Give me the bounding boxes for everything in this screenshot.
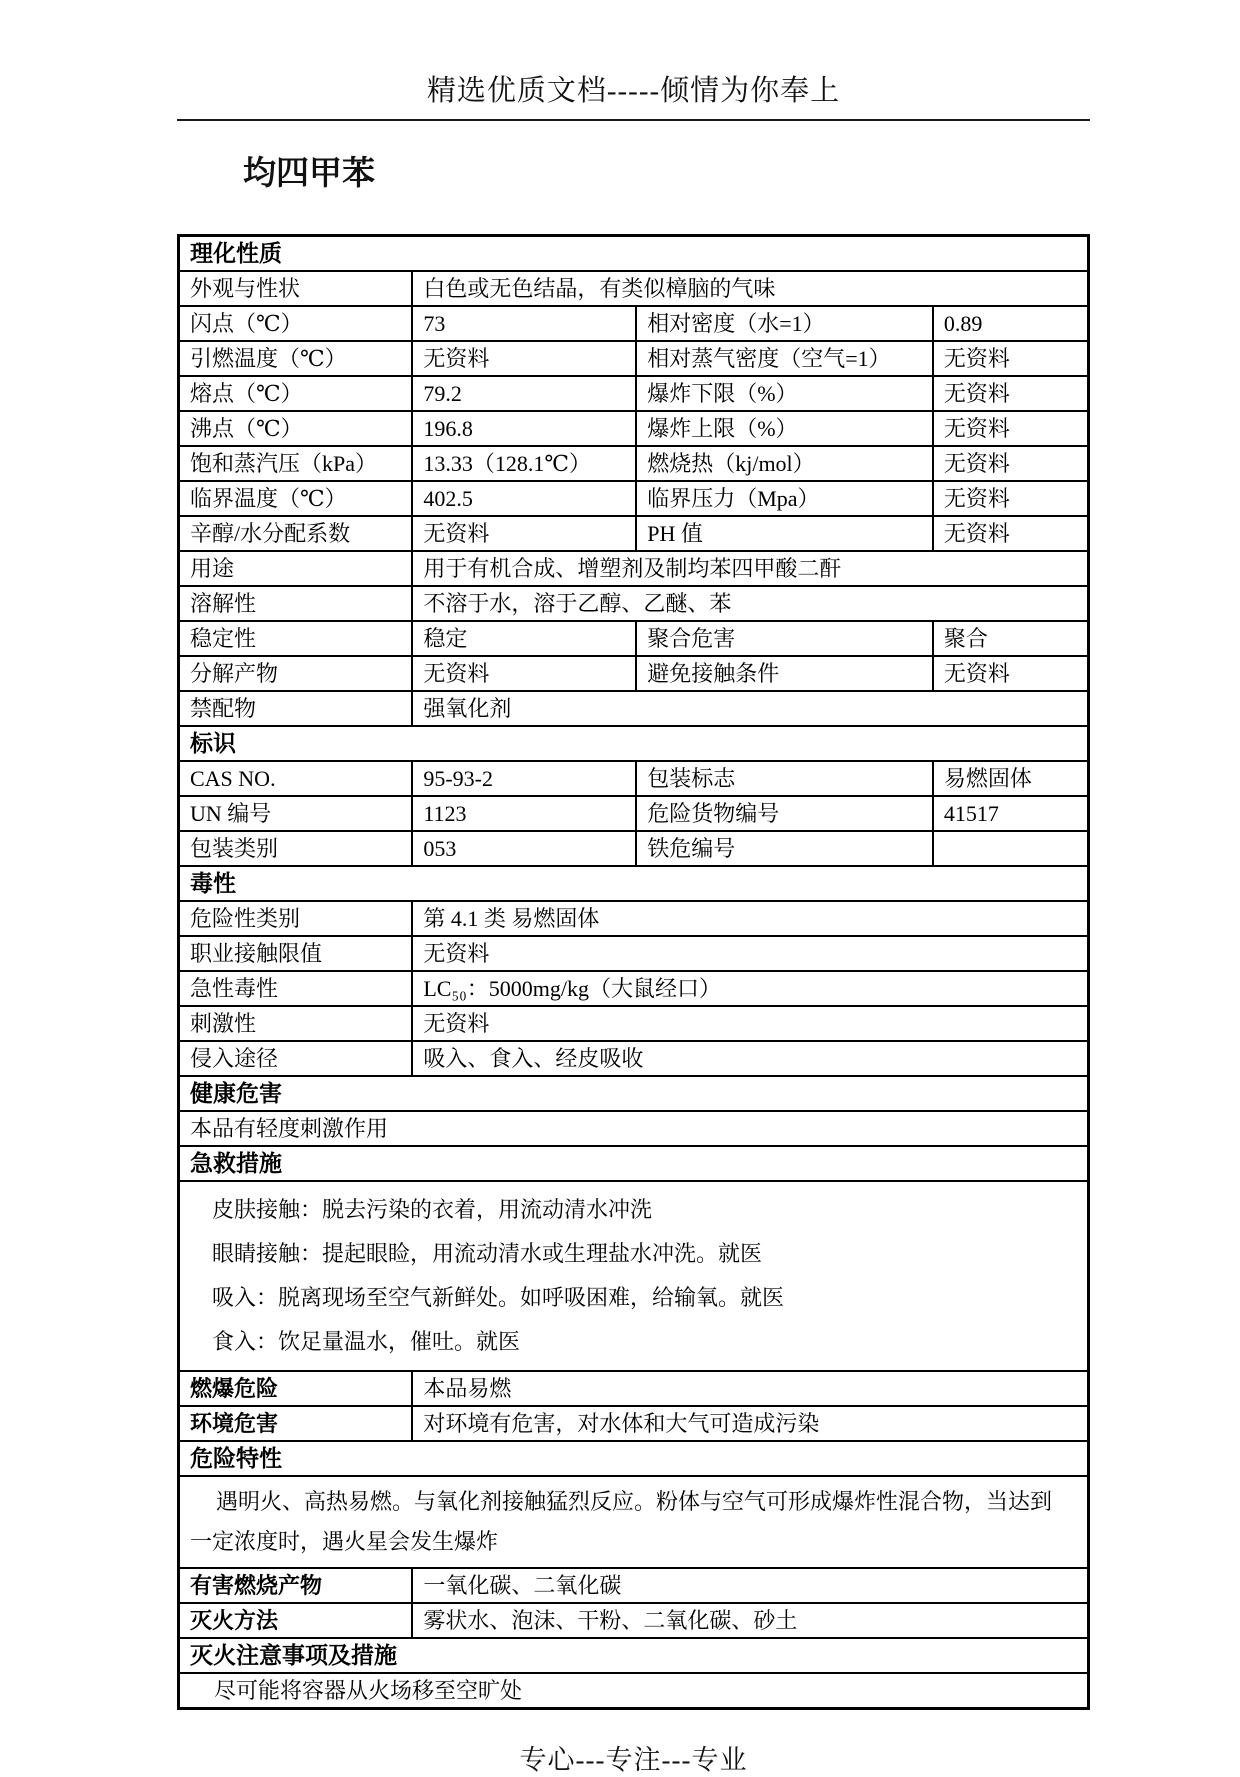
table-row bbox=[179, 1568, 1089, 1603]
row-value-cell: 无资料 bbox=[933, 516, 1089, 551]
document-content bbox=[177, 0, 1090, 1777]
msds-table bbox=[177, 234, 1090, 1710]
row-value-cell: 13.33（128.1℃） bbox=[412, 446, 636, 481]
row-value-cell: 用于有机合成、增塑剂及制均苯四甲酸二酐 bbox=[412, 551, 1088, 586]
row-value-cell: 41517 bbox=[933, 796, 1089, 831]
table-row bbox=[179, 306, 1089, 341]
row-value-cell: 雾状水、泡沫、干粉、二氧化碳、砂土 bbox=[412, 1603, 1088, 1638]
section-header: 毒性 bbox=[179, 866, 1089, 901]
doc-header bbox=[177, 0, 1090, 121]
row-label-cell: 溶解性 bbox=[179, 586, 413, 621]
row-value-cell: 053 bbox=[412, 831, 636, 866]
table-row bbox=[179, 1441, 1089, 1476]
page-title: 均四甲苯 bbox=[243, 154, 375, 191]
row-value-cell: 不溶于水，溶于乙醇、乙醚、苯 bbox=[412, 586, 1088, 621]
row-multiline-cell bbox=[179, 1181, 1089, 1371]
row-fullwidth-cell: 本品有轻度刺激作用 bbox=[179, 1111, 1089, 1146]
row-value-cell: 易燃固体 bbox=[933, 761, 1089, 796]
row-value-cell: 吸入、食入、经皮吸收 bbox=[412, 1041, 1088, 1076]
row-label-cell: 分解产物 bbox=[179, 656, 413, 691]
row-label-cell: 相对密度（水=1） bbox=[636, 306, 933, 341]
table-row bbox=[179, 761, 1089, 796]
row-label-cell: 辛醇/水分配系数 bbox=[179, 516, 413, 551]
row-value-cell: 79.2 bbox=[412, 376, 636, 411]
table-row bbox=[179, 1006, 1089, 1041]
row-value-cell: 一氧化碳、二氧化碳 bbox=[412, 1568, 1088, 1603]
table-row bbox=[179, 866, 1089, 901]
table-row bbox=[179, 586, 1089, 621]
table-row bbox=[179, 1638, 1089, 1673]
row-value-cell: 无资料 bbox=[933, 376, 1089, 411]
section-header: 急救措施 bbox=[179, 1146, 1089, 1181]
row-label-cell: 临界压力（Mpa） bbox=[636, 481, 933, 516]
row-value-cell: LC₅₀：5000mg/kg（大鼠经口） bbox=[412, 971, 1088, 1006]
table-row bbox=[179, 1076, 1089, 1111]
row-value-cell: 无资料 bbox=[412, 516, 636, 551]
row-label-cell: 刺激性 bbox=[179, 1006, 413, 1041]
row-value-cell: 强氧化剂 bbox=[412, 691, 1088, 726]
table-row bbox=[179, 446, 1089, 481]
row-value-cell: 无资料 bbox=[933, 411, 1089, 446]
row-value-cell: 白色或无色结晶，有类似樟脑的气味 bbox=[412, 271, 1088, 306]
table-row bbox=[179, 831, 1089, 866]
row-label-cell: 有害燃烧产物 bbox=[179, 1568, 413, 1603]
row-label-cell: 燃烧热（kj/mol） bbox=[636, 446, 933, 481]
doc-footer-text: 专心---专注---专业 bbox=[519, 1745, 748, 1775]
table-row bbox=[179, 1371, 1089, 1406]
row-value-cell: 95-93-2 bbox=[412, 761, 636, 796]
row-label-cell: 铁危编号 bbox=[636, 831, 933, 866]
table-row bbox=[179, 1146, 1089, 1181]
row-value-cell: 无资料 bbox=[933, 446, 1089, 481]
row-label-cell: 燃爆危险 bbox=[179, 1371, 413, 1406]
table-row bbox=[179, 621, 1089, 656]
row-label-cell: 临界温度（℃） bbox=[179, 481, 413, 516]
row-value-cell: 402.5 bbox=[412, 481, 636, 516]
row-label-cell: 环境危害 bbox=[179, 1406, 413, 1441]
table-row bbox=[179, 971, 1089, 1006]
row-label-cell: 聚合危害 bbox=[636, 621, 933, 656]
section-header: 健康危害 bbox=[179, 1076, 1089, 1111]
table-row bbox=[179, 691, 1089, 726]
row-value-cell: 1123 bbox=[412, 796, 636, 831]
table-row bbox=[179, 516, 1089, 551]
table-row bbox=[179, 271, 1089, 306]
table-row bbox=[179, 796, 1089, 831]
table-row bbox=[179, 1673, 1089, 1709]
row-value-cell: 无资料 bbox=[933, 481, 1089, 516]
doc-header-text: 精选优质文档-----倾情为你奉上 bbox=[426, 75, 841, 107]
table-row bbox=[179, 1476, 1089, 1568]
section-header: 理化性质 bbox=[179, 236, 1089, 272]
first-aid-line: 食入：饮足量温水，催吐。就医 bbox=[212, 1329, 521, 1354]
row-label-cell: 熔点（℃） bbox=[179, 376, 413, 411]
row-label-cell: 危险货物编号 bbox=[636, 796, 933, 831]
row-label-cell: 职业接触限值 bbox=[179, 936, 413, 971]
first-aid-line: 眼睛接触：提起眼睑，用流动清水或生理盐水冲洗。就医 bbox=[212, 1241, 763, 1266]
row-label-cell: 稳定性 bbox=[179, 621, 413, 656]
row-value-cell: 本品易燃 bbox=[412, 1371, 1088, 1406]
table-row bbox=[179, 411, 1089, 446]
table-row bbox=[179, 1181, 1089, 1371]
row-label-cell: CAS NO. bbox=[179, 761, 413, 796]
row-value-cell: 无资料 bbox=[412, 341, 636, 376]
row-value-cell: 196.8 bbox=[412, 411, 636, 446]
row-label-cell: 灭火方法 bbox=[179, 1603, 413, 1638]
table-row bbox=[179, 1041, 1089, 1076]
table-row bbox=[179, 1603, 1089, 1638]
row-label-cell: 避免接触条件 bbox=[636, 656, 933, 691]
table-row bbox=[179, 656, 1089, 691]
row-label-cell: 相对蒸气密度（空气=1） bbox=[636, 341, 933, 376]
row-value-cell: 无资料 bbox=[412, 1006, 1088, 1041]
row-label-cell: 饱和蒸汽压（kPa） bbox=[179, 446, 413, 481]
row-value-cell: 无资料 bbox=[412, 656, 636, 691]
row-label-cell: 禁配物 bbox=[179, 691, 413, 726]
row-value-cell: 第 4.1 类 易燃固体 bbox=[412, 901, 1088, 936]
first-aid-line: 皮肤接触：脱去污染的衣着，用流动清水冲洗 bbox=[212, 1197, 653, 1222]
row-value-cell: 73 bbox=[412, 306, 636, 341]
row-label-cell: PH 值 bbox=[636, 516, 933, 551]
row-label-cell: 沸点（℃） bbox=[179, 411, 413, 446]
row-value-cell: 无资料 bbox=[933, 341, 1089, 376]
row-label-cell: 危险性类别 bbox=[179, 901, 413, 936]
row-paragraph-cell: 遇明火、高热易燃。与氧化剂接触猛烈反应。粉体与空气可形成爆炸性混合物，当达到一定浓度时，遇火星会发生爆炸 bbox=[179, 1476, 1089, 1568]
section-header: 标识 bbox=[179, 726, 1089, 761]
row-value-cell bbox=[933, 831, 1089, 866]
msds-table-body bbox=[179, 236, 1089, 1709]
row-label-cell: 爆炸下限（%） bbox=[636, 376, 933, 411]
row-label-cell: UN 编号 bbox=[179, 796, 413, 831]
row-label-cell: 爆炸上限（%） bbox=[636, 411, 933, 446]
table-row bbox=[179, 341, 1089, 376]
row-value-cell: 0.89 bbox=[933, 306, 1089, 341]
row-label-cell: 引燃温度（℃） bbox=[179, 341, 413, 376]
row-value-cell: 无资料 bbox=[933, 656, 1089, 691]
row-value-cell: 无资料 bbox=[412, 936, 1088, 971]
row-label-cell: 包装类别 bbox=[179, 831, 413, 866]
table-row bbox=[179, 1406, 1089, 1441]
row-label-cell: 包装标志 bbox=[636, 761, 933, 796]
row-label-cell: 闪点（℃） bbox=[179, 306, 413, 341]
section-header: 危险特性 bbox=[179, 1441, 1089, 1476]
table-row bbox=[179, 936, 1089, 971]
table-row bbox=[179, 1111, 1089, 1146]
row-value-cell: 稳定 bbox=[412, 621, 636, 656]
first-aid-line: 吸入：脱离现场至空气新鲜处。如呼吸困难，给输氧。就医 bbox=[212, 1285, 785, 1310]
row-label-cell: 急性毒性 bbox=[179, 971, 413, 1006]
section-header: 灭火注意事项及措施 bbox=[179, 1638, 1089, 1673]
table-row bbox=[179, 236, 1089, 272]
row-label-cell: 外观与性状 bbox=[179, 271, 413, 306]
row-value-cell: 聚合 bbox=[933, 621, 1089, 656]
table-row bbox=[179, 901, 1089, 936]
row-value-cell: 对环境有危害，对水体和大气可造成污染 bbox=[412, 1406, 1088, 1441]
table-row bbox=[179, 481, 1089, 516]
row-label-cell: 用途 bbox=[179, 551, 413, 586]
row-label-cell: 侵入途径 bbox=[179, 1041, 413, 1076]
row-fullwidth-cell: 尽可能将容器从火场移至空旷处 bbox=[179, 1673, 1089, 1709]
table-row bbox=[179, 726, 1089, 761]
table-row bbox=[179, 551, 1089, 586]
table-row bbox=[179, 376, 1089, 411]
